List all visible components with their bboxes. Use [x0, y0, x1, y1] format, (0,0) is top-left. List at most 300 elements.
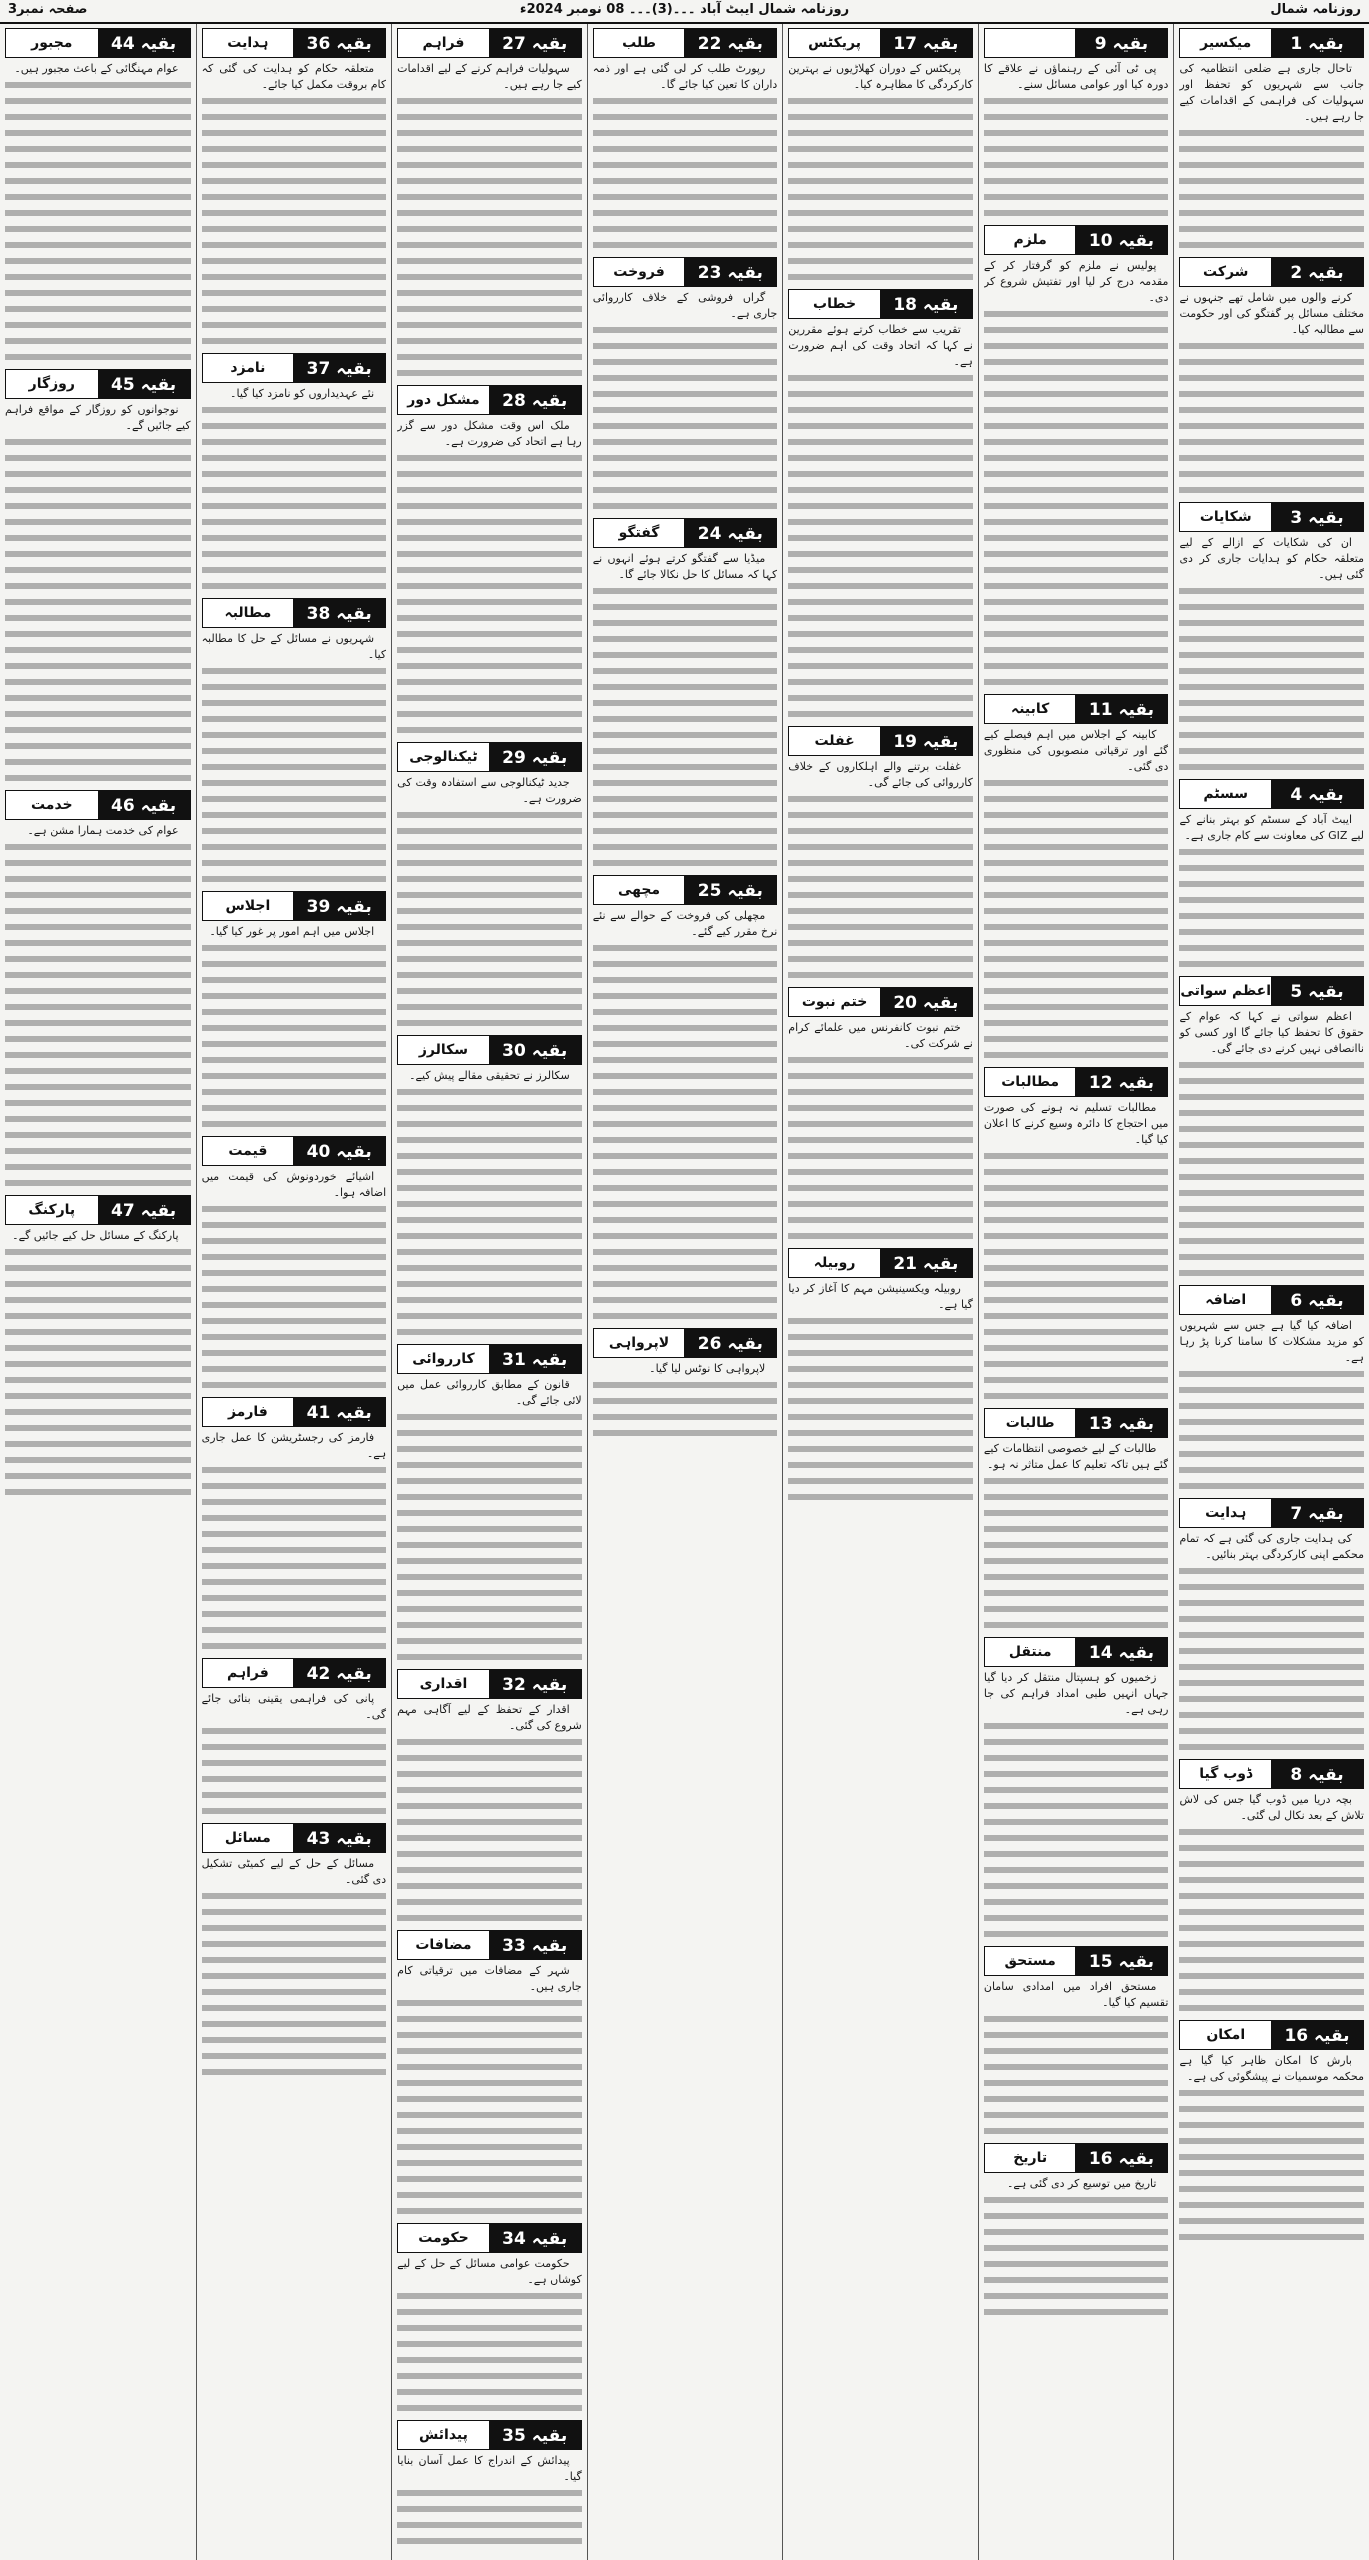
article-number-badge: بقیہ 30	[489, 1036, 581, 1064]
article-header	[984, 28, 1169, 58]
article	[984, 225, 1169, 690]
article-text-lines	[1179, 1824, 1364, 2016]
article-header	[1179, 976, 1364, 1006]
article-body	[397, 1702, 582, 1926]
article-text-lines	[1179, 844, 1364, 972]
article-header	[984, 1946, 1169, 1976]
article-title: اقداری	[419, 1676, 468, 1692]
article-text-lines	[397, 2288, 582, 2416]
article-header	[1179, 1285, 1364, 1315]
article-number-badge: بقیہ 47	[98, 1196, 190, 1224]
article-header	[593, 1328, 778, 1358]
article-number-badge: بقیہ 10	[1075, 226, 1167, 254]
article	[397, 385, 582, 738]
article-text-lines	[202, 93, 387, 349]
article-text-lines	[202, 1888, 387, 2080]
article-title: اضافہ	[1205, 1292, 1247, 1308]
article-body	[202, 1856, 387, 2080]
article-text-lines	[593, 1377, 778, 1441]
article-body	[397, 1377, 582, 1665]
article-text-lines	[397, 450, 582, 738]
article-text: اشیائے خوردونوش کی قیمت میں اضافہ ہوا۔	[201, 1170, 387, 1199]
columns-area	[0, 24, 1369, 2560]
article-header	[397, 2223, 582, 2253]
article-header	[788, 1248, 973, 1278]
article-text-lines	[397, 1409, 582, 1665]
article-number-badge: بقیہ 23	[684, 258, 776, 286]
column-6	[196, 24, 392, 2560]
article-text-lines	[1179, 1057, 1364, 1281]
article	[202, 28, 387, 349]
masthead-title: روزنامہ شمال	[1270, 2, 1361, 17]
article	[788, 289, 973, 722]
article	[593, 875, 778, 1324]
article-body	[5, 1228, 191, 1500]
article	[788, 726, 973, 983]
article-header	[788, 28, 973, 58]
article	[397, 1930, 582, 2219]
article-header	[1179, 28, 1364, 58]
masthead	[0, 0, 1369, 24]
article	[788, 28, 973, 285]
article-title: نامزد	[230, 360, 266, 376]
article-number-badge: بقیہ 22	[684, 29, 776, 57]
article-body	[593, 290, 778, 514]
article-text: متعلقہ حکام کو ہدایت کی گئی کہ کام بروقت مکمل کیا جائے۔	[201, 62, 387, 91]
article-body	[397, 61, 582, 381]
article	[1179, 257, 1364, 498]
article	[1179, 1498, 1364, 1755]
article-body	[984, 2176, 1169, 2320]
article	[202, 353, 387, 594]
article	[202, 598, 387, 887]
article-header	[984, 694, 1169, 724]
article-text-lines	[1179, 2085, 1364, 2245]
article-number-badge: بقیہ 40	[293, 1137, 385, 1165]
article-header	[5, 369, 191, 399]
article	[984, 1067, 1169, 1404]
article	[1179, 1285, 1364, 1494]
article-text-lines	[397, 2485, 582, 2549]
article-title: کابینہ	[1011, 701, 1050, 717]
article-text: اجلاس میں اہم امور پر غور کیا گیا۔	[209, 925, 375, 938]
article-text-lines	[593, 322, 778, 514]
article-title: اعظم سواتی	[1180, 983, 1271, 999]
article-text-lines	[1179, 1366, 1364, 1494]
article-title: امکان	[1206, 2027, 1246, 2043]
article	[984, 2143, 1169, 2320]
article-title: فراہم	[422, 35, 465, 51]
article-title: حکومت	[418, 2230, 469, 2246]
article-text: غفلت برتنے والے اہلکاروں کے خلاف کارروائی کی جائے گی۔	[788, 760, 973, 789]
article-body	[202, 1169, 387, 1393]
article-text: کی ہدایت جاری کی گئی ہے کہ تمام محکمے اپنی کارکردگی بہتر بنائیں۔	[1179, 1532, 1364, 1561]
article-body	[1179, 1318, 1364, 1494]
article-header	[202, 1823, 387, 1853]
article-text: شہر کے مضافات میں ترقیاتی کام جاری ہیں۔	[397, 1964, 582, 1993]
article-header	[202, 1658, 387, 1688]
article-text: عوام کی خدمت ہمارا مشن ہے۔	[27, 824, 179, 837]
article-title: ختم نبوت	[801, 994, 868, 1010]
article-text: پی ٹی آئی کے رہنماؤں نے علاقے کا دورہ کیا اور عوامی مسائل سنے۔	[983, 62, 1169, 91]
article	[397, 1344, 582, 1665]
article-header	[5, 790, 191, 820]
article	[397, 2223, 582, 2416]
article-number-badge: بقیہ 5	[1271, 977, 1363, 1005]
article-body	[1179, 61, 1364, 253]
article-number-badge: بقیہ 43	[293, 1824, 385, 1852]
article-header	[593, 518, 778, 548]
article-header	[397, 1930, 582, 1960]
article-header	[1179, 1498, 1364, 1528]
article-body	[1179, 1009, 1364, 1281]
article-text-lines	[788, 791, 973, 983]
article-title	[985, 29, 1076, 57]
article-title: پارکنگ	[28, 1202, 76, 1218]
article-number-badge: بقیہ 19	[880, 727, 972, 755]
article-text-lines	[202, 402, 387, 594]
article-title: خدمت	[30, 797, 73, 813]
article-title: ملزم	[1013, 232, 1047, 248]
article-body	[5, 402, 191, 786]
article-body	[788, 759, 973, 983]
article-text: اعظم سواتی نے کہا کہ عوام کے حقوق کا تحفظ کیا جائے گا اور کسی کو ناانصافی نہیں کرنے دی جائے گی۔	[1179, 1010, 1364, 1055]
article-text: پریکٹس کے دوران کھلاڑیوں نے بہترین کارکردگی کا مظاہرہ کیا۔	[788, 62, 973, 91]
article-body	[984, 1100, 1169, 1404]
article-body	[397, 2256, 582, 2416]
article-body	[788, 61, 973, 285]
article-text-lines	[984, 306, 1169, 690]
article-title: شرکت	[1203, 264, 1249, 280]
column-2	[978, 24, 1174, 2560]
article-number-badge: بقیہ 7	[1271, 1499, 1363, 1527]
article-text: نوجوانوں کو روزگار کے مواقع فراہم کیے جائیں گے۔	[5, 403, 191, 432]
article-title: مسائل	[224, 1830, 271, 1846]
article-text-lines	[202, 1201, 387, 1393]
article-text: بچہ دریا میں ڈوب گیا جس کی لاش تلاش کے بعد نکال لی گئی۔	[1179, 1793, 1364, 1822]
article-text-lines	[984, 1718, 1169, 1942]
article-text-lines	[788, 1313, 973, 1505]
article-header	[984, 1408, 1169, 1438]
article-number-badge: بقیہ 14	[1075, 1638, 1167, 1666]
article-header	[397, 28, 582, 58]
article-text: رپورٹ طلب کر لی گئی ہے اور ذمہ داران کا تعین کیا جائے گا۔	[592, 62, 778, 91]
article-text: سہولیات فراہم کرنے کے لیے اقدامات کیے جا رہے ہیں۔	[397, 62, 582, 91]
article-body	[1179, 1792, 1364, 2016]
article	[788, 1248, 973, 1505]
article-text: زخمیوں کو ہسپتال منتقل کر دیا گیا جہاں انہیں طبی امداد فراہم کی جا رہی ہے۔	[983, 1671, 1169, 1716]
article-text-lines	[397, 807, 582, 1031]
article-title: قیمت	[228, 1143, 268, 1159]
article-title: سسٹم	[1203, 786, 1249, 802]
article	[202, 891, 387, 1132]
article-number-badge: بقیہ 21	[880, 1249, 972, 1277]
article-body	[397, 418, 582, 738]
article-title: منتقل	[1008, 1644, 1052, 1660]
article	[5, 790, 191, 1191]
column-7	[0, 24, 196, 2560]
article-header	[788, 289, 973, 319]
article-text: ختم نبوت کانفرنس میں علمائے کرام نے شرکت کی۔	[788, 1021, 973, 1050]
article-body	[202, 924, 387, 1132]
article	[984, 28, 1169, 221]
article-number-badge: بقیہ 1	[1271, 29, 1363, 57]
article	[1179, 1759, 1364, 2016]
article	[397, 28, 582, 381]
article-text: تاحال جاری ہے ضلعی انتظامیہ کی جانب سے شہریوں کو تحفظ اور سہولیات کی فراہمی کے اقدامات کیے جا رہے ہیں۔	[1179, 62, 1364, 123]
article-number-badge: بقیہ 27	[489, 29, 581, 57]
article-number-badge: بقیہ 24	[684, 519, 776, 547]
article-header	[397, 742, 582, 772]
article-header	[202, 891, 387, 921]
article-text-lines	[202, 663, 387, 887]
article-title: شکایات	[1199, 509, 1252, 525]
article-body	[202, 386, 387, 594]
article-number-badge: بقیہ 39	[293, 892, 385, 920]
article-number-badge: بقیہ 44	[98, 29, 190, 57]
article-number-badge: بقیہ 36	[293, 29, 385, 57]
article-title: طلب	[622, 35, 656, 51]
article-title: مطالبہ	[224, 605, 272, 621]
article-header	[984, 225, 1169, 255]
article-body	[788, 1281, 973, 1505]
article-text-lines	[984, 93, 1169, 221]
article-text-lines	[984, 1148, 1169, 1404]
article-text: طالبات کے لیے خصوصی انتظامات کیے گئے ہیں تاکہ تعلیم کا عمل متاثر نہ ہو۔	[983, 1442, 1169, 1471]
article-body	[397, 1068, 582, 1340]
article-number-badge: بقیہ 45	[98, 370, 190, 398]
article-body	[788, 322, 973, 722]
article-header	[5, 1195, 191, 1225]
article-text: قانون کے مطابق کارروائی عمل میں لائی جائے گی۔	[397, 1378, 582, 1407]
article-text: ان کی شکایات کے ازالے کے لیے متعلقہ حکام کو ہدایات جاری کر دی گئی ہیں۔	[1179, 536, 1364, 581]
article-number-badge: بقیہ 8	[1271, 1760, 1363, 1788]
article-body	[984, 727, 1169, 1063]
article-title: اجلاس	[225, 898, 271, 914]
article	[593, 1328, 778, 1441]
article-title: فارمز	[227, 1404, 268, 1420]
article-text-lines	[788, 1052, 973, 1244]
article-title: روزگار	[28, 376, 75, 392]
article	[397, 1035, 582, 1340]
article-text-lines	[5, 77, 191, 365]
article-title: پیدائش	[418, 2427, 468, 2443]
article-text: ایبٹ آباد کے سسٹم کو بہتر بنانے کے لیے GIZ کی معاونت سے کام جاری ہے۔	[1179, 813, 1364, 842]
article-title: مچھی	[617, 882, 661, 898]
column-4	[587, 24, 783, 2560]
article-number-badge: بقیہ 26	[684, 1329, 776, 1357]
article-title: مشکل دور	[407, 392, 480, 408]
article-number-badge: بقیہ 41	[293, 1398, 385, 1426]
article	[202, 1136, 387, 1393]
article-header	[984, 2143, 1169, 2173]
article-title: فراہم	[226, 1665, 269, 1681]
article-number-badge: بقیہ 9	[1075, 29, 1167, 57]
article-title: تاریخ	[1013, 2150, 1048, 2166]
masthead-dateline: روزنامہ شمال ایبٹ آباد ۔۔۔(3)۔۔۔ 08 نومبر 2024ء	[519, 2, 850, 17]
article-body	[984, 1979, 1169, 2139]
article-text: ملک اس وقت مشکل دور سے گزر رہا ہے اتحاد کی ضرورت ہے۔	[397, 419, 582, 448]
article-number-badge: بقیہ 18	[880, 290, 972, 318]
article-text: پانی کی فراہمی یقینی بنائی جائے گی۔	[201, 1692, 387, 1721]
article-number-badge: بقیہ 13	[1075, 1409, 1167, 1437]
article	[202, 1823, 387, 2080]
article-text: اقدار کے تحفظ کے لیے آگاہی مہم شروع کی گئی۔	[397, 1703, 582, 1732]
article-title: کارروائی	[412, 1351, 475, 1367]
article-number-badge: بقیہ 11	[1075, 695, 1167, 723]
article-body	[397, 775, 582, 1031]
article	[593, 28, 778, 253]
article-text: مستحق افراد میں امدادی سامان تقسیم کیا گیا۔	[983, 1980, 1169, 2009]
article-header	[5, 28, 191, 58]
article-header	[202, 1397, 387, 1427]
column-1	[1173, 24, 1369, 2560]
article-body	[5, 61, 191, 365]
article-number-badge: بقیہ 16	[1075, 2144, 1167, 2172]
article-text: اضافہ کیا گیا ہے جس سے شہریوں کو مزید مشکلات کا سامنا کرنا پڑ رہا ہے۔	[1179, 1319, 1364, 1364]
article-body	[202, 631, 387, 887]
article-header	[397, 2420, 582, 2450]
article-text: عوام مہنگائی کے باعث مجبور ہیں۔	[14, 62, 179, 75]
article-number-badge: بقیہ 38	[293, 599, 385, 627]
article	[788, 987, 973, 1244]
article-text-lines	[1179, 583, 1364, 775]
article-header	[397, 1669, 582, 1699]
article	[1179, 502, 1364, 775]
article-header	[1179, 257, 1364, 287]
article-text: گراں فروشی کے خلاف کارروائی جاری ہے۔	[592, 291, 778, 320]
article-title: ڈوب گیا	[1199, 1766, 1253, 1782]
article-body	[984, 1670, 1169, 1942]
article-text: کرنے والوں میں شامل تھے جنہوں نے مختلف مسائل پر گفتگو کی اور حکومت سے مطالبہ کیا۔	[1179, 291, 1364, 336]
article-text: پیدائش کے اندراج کا عمل آسان بنایا گیا۔	[397, 2454, 582, 2483]
article	[593, 257, 778, 514]
article-header	[202, 598, 387, 628]
article-number-badge: بقیہ 46	[98, 791, 190, 819]
article-body	[202, 1430, 387, 1654]
article	[984, 1946, 1169, 2139]
article-text: کابینہ کے اجلاس میں اہم فیصلے کیے گئے اور ترقیاتی منصوبوں کی منظوری دی گئی۔	[983, 728, 1169, 773]
article	[984, 694, 1169, 1063]
article-title: روبیلہ	[813, 1255, 856, 1271]
article-number-badge: بقیہ 3	[1271, 503, 1363, 531]
article-text: لاپرواہی کا نوٹس لیا گیا۔	[649, 1362, 766, 1375]
article-text: میڈیا سے گفتگو کرتے ہوئے انہوں نے کہا کہ مسائل کا حل نکالا جائے گا۔	[592, 552, 778, 581]
article-text-lines	[202, 940, 387, 1132]
article-body	[593, 61, 778, 253]
article-header	[593, 875, 778, 905]
article-text: پارکنگ کے مسائل حل کیے جائیں گے۔	[12, 1229, 179, 1242]
article-number-badge: بقیہ 20	[880, 988, 972, 1016]
article-header	[593, 28, 778, 58]
article-body	[202, 1691, 387, 1819]
article-body	[984, 61, 1169, 221]
article-text: بارش کا امکان ظاہر کیا گیا ہے محکمہ موسمیات نے پیشگوئی کی ہے۔	[1179, 2054, 1364, 2083]
article-text-lines	[397, 93, 582, 381]
article-title: فروخت	[613, 264, 665, 280]
article-header	[984, 1067, 1169, 1097]
article-text-lines	[5, 1244, 191, 1500]
article	[5, 1195, 191, 1500]
article-header	[397, 1035, 582, 1065]
article-text: جدید ٹیکنالوجی سے استفادہ وقت کی ضرورت ہے۔	[397, 776, 582, 805]
article-text: حکومت عوامی مسائل کے حل کے لیے کوشاں ہے۔	[397, 2257, 582, 2286]
article-text-lines	[397, 1084, 582, 1340]
article	[984, 1637, 1169, 1942]
article-text-lines	[202, 1723, 387, 1819]
article-text-lines	[788, 370, 973, 722]
article-body	[984, 1441, 1169, 1633]
article-title: طالبات	[1005, 1415, 1055, 1431]
article	[1179, 28, 1364, 253]
article-text: سکالرز نے تحقیقی مقالے پیش کیے۔	[409, 1069, 570, 1082]
article-header	[1179, 1759, 1364, 1789]
article-text-lines	[1179, 125, 1364, 253]
article-number-badge: بقیہ 4	[1271, 780, 1363, 808]
article-body	[593, 908, 778, 1324]
article-header	[1179, 502, 1364, 532]
article-number-badge: بقیہ 6	[1271, 1286, 1363, 1314]
article-text-lines	[5, 434, 191, 786]
article-text-lines	[984, 1473, 1169, 1633]
article-number-badge: بقیہ 15	[1075, 1947, 1167, 1975]
article-header	[788, 987, 973, 1017]
article-header	[788, 726, 973, 756]
article	[984, 1408, 1169, 1633]
article	[202, 1397, 387, 1654]
article-text-lines	[593, 93, 778, 253]
article-body	[788, 1020, 973, 1244]
article-header	[1179, 2020, 1364, 2050]
article	[593, 518, 778, 871]
article-header	[984, 1637, 1169, 1667]
article-text-lines	[5, 839, 191, 1191]
article	[397, 1669, 582, 1926]
article-text: روبیلہ ویکسینیشن مہم کا آغاز کر دیا گیا ہے۔	[788, 1282, 973, 1311]
article	[1179, 2020, 1364, 2245]
article-text-lines	[593, 583, 778, 871]
article-body	[202, 61, 387, 349]
article-text-lines	[202, 1462, 387, 1654]
article-body	[1179, 2053, 1364, 2245]
article	[202, 1658, 387, 1819]
article-text-lines	[397, 1995, 582, 2219]
article-title: سکالرز	[418, 1042, 469, 1058]
article-number-badge: بقیہ 34	[489, 2224, 581, 2252]
article-title: لاپرواہی	[608, 1335, 670, 1351]
article-header	[1179, 779, 1364, 809]
article-text-lines	[397, 1734, 582, 1926]
article-text: پولیس نے ملزم کو گرفتار کر کے مقدمہ درج کر لیا اور تفتیش شروع کر دی۔	[983, 259, 1169, 304]
article-body	[593, 551, 778, 871]
article-title: مطالبات	[1001, 1074, 1060, 1090]
article-title: میکسیر	[1200, 35, 1252, 51]
article-body	[593, 1361, 778, 1441]
article-title: مستحق	[1004, 1953, 1056, 1969]
article-text: مطالبات تسلیم نہ ہونے کی صورت میں احتجاج کا دائرہ وسیع کرنے کا اعلان کیا گیا۔	[983, 1101, 1169, 1146]
article-text-lines	[984, 775, 1169, 1063]
article-header	[397, 385, 582, 415]
article-header	[202, 353, 387, 383]
article-text: تقریب سے خطاب کرتے ہوئے مقررین نے کہا کہ اتحاد وقت کی اہم ضرورت ہے۔	[788, 323, 973, 368]
article-body	[1179, 1531, 1364, 1755]
article-number-badge: بقیہ 35	[489, 2421, 581, 2449]
article-text: فارمز کی رجسٹریشن کا عمل جاری ہے۔	[201, 1431, 387, 1460]
article-body	[1179, 812, 1364, 972]
article-header	[202, 1136, 387, 1166]
article-title: ہدایت	[227, 35, 269, 51]
article-body	[397, 1963, 582, 2219]
